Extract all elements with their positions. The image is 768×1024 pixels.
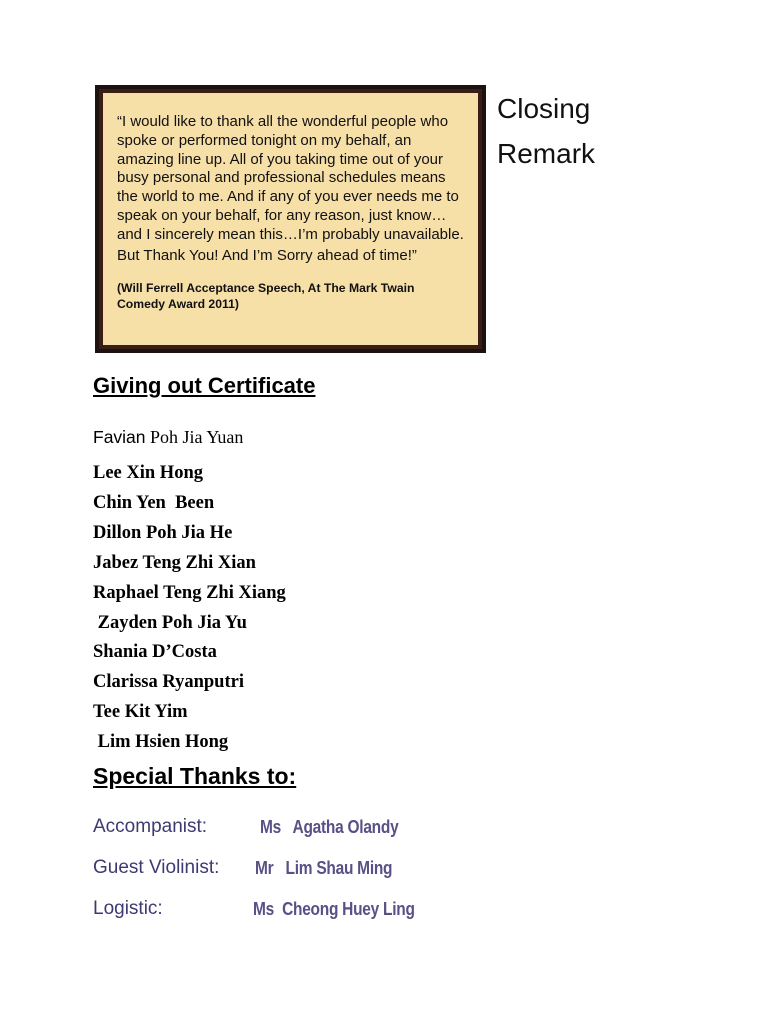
thanks-row-accompanist (93, 813, 593, 841)
list-item: Raphael Teng Zhi Xiang (93, 582, 286, 603)
quote-text: “I would like to thank all the wonderful people who spoke or performed tonight on my behalf, an amazing line up. All of you taking time out of your busy personal and professional schedules means the world to me. And if any of you ever needs me to speak on your behalf, for any reason, just know… and I sincerely mean this…I’m probably unavailable. (117, 113, 464, 243)
closing-title-line-2: Remark (497, 138, 596, 169)
thanks-label: Guest Violinist: (93, 857, 220, 878)
closing-remark-title (497, 86, 595, 176)
first-name-surname: Poh Jia Yuan (145, 427, 244, 447)
list-item: Zayden Poh Jia Yu (93, 612, 247, 633)
thanks-label: Accompanist: (93, 816, 208, 837)
list-item: Chin Yen Been (93, 492, 215, 513)
list-item: Clarissa Ryanputri (93, 672, 244, 693)
thanks-value: Mr Lim Shau Ming (255, 858, 393, 878)
thanks-row-logistic (93, 895, 593, 923)
certificate-first-name (93, 425, 243, 449)
list-item: Shania D’Costa (93, 642, 217, 663)
thanks-value: Ms Cheong Huey Ling (253, 899, 415, 919)
quote-card (103, 93, 478, 345)
certificate-name-list (93, 459, 286, 758)
thanks-label: Logistic: (93, 898, 163, 919)
list-item: Dillon Poh Jia He (93, 522, 233, 543)
list-item: Lee Xin Hong (93, 463, 203, 483)
list-item: Tee Kit Yim (93, 702, 188, 723)
certificate-heading: Giving out Certificate (93, 373, 316, 398)
thanks-row-guest-violinist (93, 854, 593, 882)
quote-box (95, 85, 486, 353)
list-item: Jabez Teng Zhi Xian (93, 552, 256, 573)
closing-title-line-1: Closing (497, 93, 591, 124)
thanks-value: Ms Agatha Olandy (260, 817, 399, 837)
special-thanks-heading: Special Thanks to: (93, 763, 297, 789)
quote-source: (Will Ferrell Acceptance Speech, At The Mark Twain Comedy Award 2011) (117, 281, 415, 311)
quote-closing-line: But Thank You! And I’m Sorry ahead of time!” (117, 246, 417, 264)
first-name-given: Favian (93, 427, 146, 447)
list-item: Lim Hsien Hong (93, 732, 229, 753)
